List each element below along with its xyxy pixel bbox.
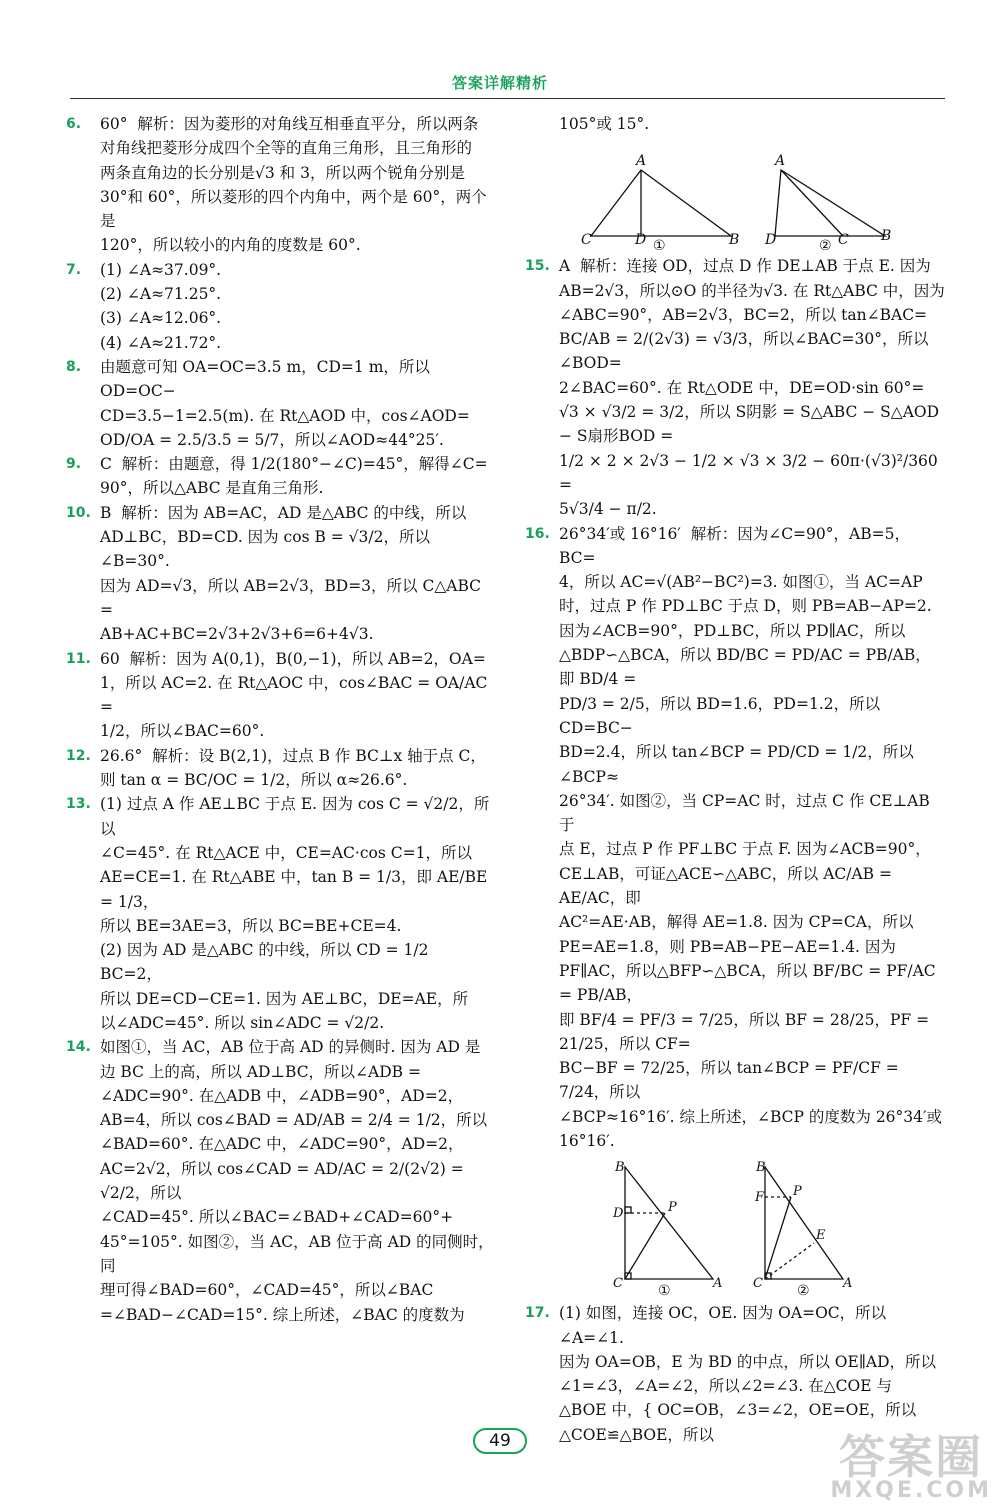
fig14-label: C — [581, 232, 592, 249]
fig16-label: A — [843, 1276, 853, 1292]
solution-line: 1，所以 AC=2. 在 Rt△AOC 中，cos∠BAC = OA/AC = — [100, 673, 493, 717]
problem-9 — [66, 452, 494, 501]
solution-line: AE=CE=1. 在 Rt△ABE 中，tan B = 1/3，即 AE/BE = 1/3， — [100, 868, 493, 911]
problem-number: 6. — [66, 116, 82, 132]
figure-14 — [525, 140, 945, 250]
solution-line: (3) ∠A≈12.06°. — [100, 309, 222, 328]
solution-line: 26°34′或 16°16′ 解析：因为∠C=90°，AB=5，BC= — [559, 524, 910, 567]
solution-line: AD⊥BC，BD=CD. 因为 cos B = √3/2，所以∠B=30°. — [100, 528, 431, 571]
problem-number: 12. — [66, 747, 91, 764]
solution-line: 因为 OA=OB，E 为 BD 的中点，所以 OE∥AD，所以 — [559, 1352, 937, 1371]
solution-line: 60 解析：因为 A(0,1)，B(0,−1)，所以 AB=2，OA= — [100, 649, 486, 668]
problem-number: 7. — [66, 261, 82, 278]
solution-line: AC²=AE·AB，解得 AE=1.8. 因为 CP=CA，所以 — [559, 913, 914, 932]
solution-line: 16°16′. — [559, 1131, 615, 1150]
solution-line: 60° 解析：因为菱形的对角线互相垂直平分，所以两条 — [100, 115, 479, 133]
solution-line: 所以 BE=3AE=3，所以 BC=BE+CE=4. — [100, 916, 402, 935]
problem-12 — [66, 744, 494, 793]
solution-line: ∠ABC=90°，AB=2√3，BC=2，所以 tan∠BAC= — [559, 305, 928, 324]
page-number: 49 — [473, 1428, 527, 1454]
solution-line: △BDP∽△BCA，所以 BD/BC = PD/AC = PB/AB，即 BD/4 = — [559, 646, 931, 689]
solution-line: PD/3 = 2/5，所以 BD=1.6，PD=1.2，所以 CD=BC− — [559, 694, 886, 737]
solution-line: 因为 AD=√3，所以 AB=2√3，BD=3，所以 C△ABC = — [100, 576, 486, 619]
problem-number: 15. — [525, 258, 550, 275]
solution-line: CD=3.5−1=2.5(m). 在 Rt△AOD 中，cos∠AOD= — [100, 406, 470, 425]
solution-line: 以∠ADC=45°. 所以 sin∠ADC = √2/2. — [100, 1013, 385, 1032]
solution-line: 所以 DE=CD−CE=1. 因为 AE⊥BC，DE=AE，所 — [100, 989, 469, 1008]
fig16-label: C — [613, 1276, 623, 1292]
solution-line: 120°，所以较小的内角的度数是 60°. — [100, 236, 361, 255]
solution-line: 如图①，当 AC，AB 位于高 AD 的异侧时. 因为 AD 是 — [100, 1038, 481, 1057]
fig16-label: P — [668, 1200, 677, 1216]
solution-line: 对角线把菱形分成四个全等的直角三角形，且三角形的 — [100, 139, 473, 158]
fig14-caption: ① — [653, 238, 666, 251]
problem-13 — [66, 792, 494, 1035]
solution-line: (1) 如图，连接 OC，OE. 因为 OA=OC，所以∠A=∠1. — [559, 1304, 887, 1347]
solution-line: ∠CAD=45°. 所以∠BAC=∠BAD+∠CAD=60°+ — [100, 1208, 454, 1227]
solution-line: ∠ADC=90°. 在△ADB 中，∠ADB=90°，AD=2， — [100, 1086, 464, 1105]
fig16-label: B — [615, 1160, 625, 1176]
problem-number: 8. — [66, 358, 82, 375]
solution-line: √3 × √3/2 = 3/2，所以 S阴影 = S△ABC − S△AOD − S扇形BOD = — [559, 403, 944, 446]
problem-number: 16. — [525, 525, 550, 542]
fig16-label: A — [713, 1276, 723, 1292]
watermark-line1: 答案圈 — [839, 1430, 984, 1484]
right-column — [525, 112, 945, 1447]
solution-line: 边 BC 上的高，所以 AD⊥BC，所以∠ADB = — [100, 1062, 421, 1081]
fig14-label: D — [765, 232, 777, 249]
fig16-label: F — [755, 1190, 765, 1206]
problem-number: 11. — [66, 650, 91, 667]
problem-number: 13. — [66, 796, 91, 813]
fig16-label: E — [816, 1228, 826, 1244]
solution-line: CE⊥AB，可证△ACE∽△ABC，所以 AC/AB = AE/AC，即 — [559, 864, 897, 908]
fig16-label: B — [756, 1160, 766, 1176]
solution-line: 点 E，过点 P 作 PF⊥BC 于点 F. 因为∠ACB=90°， — [559, 840, 931, 859]
solution-line: (2) 因为 AD 是△ABC 的中线，所以 CD = 1/2 BC=2， — [100, 941, 434, 984]
watermark — [830, 1430, 992, 1503]
solution-line: C 解析：由题意，得 1/2(180°−∠C)=45°，解得∠C= — [100, 455, 488, 474]
figure-16 — [525, 1157, 945, 1297]
solution-line: BD=2.4，所以 tan∠BCP = PD/CD = 1/2，所以∠BCP≈ — [559, 743, 914, 786]
solution-line: AB=4，所以 cos∠BAD = AD/AB = 2/4 = 1/2，所以 — [100, 1111, 488, 1130]
solution-line: 时，过点 P 作 PD⊥BC 于点 D，则 PB=AB−AP=2. — [559, 597, 932, 616]
watermark-line2: MXQE.COM — [830, 1478, 992, 1503]
problem-17 — [525, 1301, 945, 1447]
solution-line: 45°=105°. 如图②，当 AC，AB 位于高 AD 的同侧时，同 — [100, 1232, 494, 1275]
page-header: 答案详解精析 — [451, 74, 548, 92]
solution-line: ∠C=45°. 在 Rt△ACE 中，CE=AC·cos C=1，所以 — [100, 843, 472, 862]
solution-line: PF∥AC，所以△BFP∽△BCA，所以 BF/BC = PF/AC = PB/AB， — [559, 961, 941, 1005]
solution-line: =∠BAD−∠CAD=15°. 综上所述，∠BAC 的度数为 — [100, 1305, 465, 1324]
solution-line: 由题意可知 OA=OC=3.5 m，CD=1 m，所以 OD=OC− — [100, 357, 435, 401]
fig14-label: B — [729, 232, 740, 249]
problem-number: 17. — [525, 1305, 550, 1322]
problem-6 — [66, 112, 494, 258]
solution-line: BC−BF = 72/25，所以 tan∠BCP = PF/CF = 7/24，所以 — [559, 1059, 904, 1102]
solution-line: 因为∠ACB=90°，PD⊥BC，所以 PD∥AC，所以 — [559, 621, 906, 640]
problem-14 — [66, 1035, 494, 1327]
solution-line: 两条直角边的长分别是√3 和 3，所以两个锐角分别是 — [100, 163, 465, 182]
fig16-label: P — [793, 1184, 802, 1200]
problem-number: 9. — [66, 456, 82, 473]
solution-line: 30°和 60°，所以菱形的四个内角中，两个是 60°，两个是 — [100, 187, 487, 231]
solution-line: 26.6° 解析：设 B(2,1)，过点 B 作 BC⊥x 轴于点 C， — [100, 746, 486, 765]
fig14-label: A — [636, 153, 647, 170]
solution-line: A 解析：连接 OD，过点 D 作 DE⊥AB 于点 E. 因为 — [559, 257, 931, 276]
solution-line: PE=AE=1.8，则 PB=AB−PE−AE=1.4. 因为 — [559, 937, 896, 956]
solution-line: ∠BAD=60°. 在△ADC 中，∠ADC=90°，AD=2， — [100, 1135, 464, 1154]
fig16-label: C — [753, 1276, 763, 1292]
solution-line: (1) 过点 A 作 AE⊥BC 于点 E. 因为 cos C = √2/2，所以 — [100, 795, 490, 838]
solution-line: AB=2√3，所以⊙O 的半径为√3. 在 Rt△ABC 中，因为 — [559, 281, 945, 300]
solution-line: ∠BCP≈16°16′. 综上所述，∠BCP 的度数为 26°34′或 — [559, 1107, 943, 1126]
header-rule — [70, 98, 945, 99]
problem-number: 14. — [66, 1039, 91, 1056]
problem-11 — [66, 647, 494, 744]
solution-line: 2∠BAC=60°. 在 Rt△ODE 中，DE=OD·sin 60°= — [559, 378, 925, 397]
problem-10 — [66, 501, 494, 647]
solution-line: 1/2，所以∠BAC=60°. — [100, 722, 265, 741]
solution-line: 则 tan α = BC/OC = 1/2，所以 α≈26.6°. — [100, 771, 408, 790]
solution-line: B 解析：因为 AB=AC，AD 是△ABC 的中线，所以 — [100, 503, 467, 522]
problem-8 — [66, 355, 494, 452]
fig16-label: D — [613, 1206, 624, 1222]
solution-line: 1/2 × 2 × 2√3 − 1/2 × √3 × 3/2 − 60π·(√3)²/360 = — [559, 451, 943, 494]
fig16-caption: ② — [797, 1283, 810, 1298]
fig16-caption: ① — [658, 1283, 671, 1298]
solution-line: △BOE 中，{ OC=OB，∠3=∠2，OE=OE，所以△COE≌△BOE，所以 — [559, 1401, 917, 1444]
fig14-label: B — [881, 228, 892, 245]
solution-line: AC=2√2，所以 cos∠CAD = AD/AC = 2/(2√2) = √2/2，所以 — [100, 1159, 469, 1203]
solution-line: 理可得∠BAD=60°，∠CAD=45°，所以∠BAC — [100, 1281, 434, 1300]
solution-line: ∠1=∠3，∠A=∠2，所以∠2=∠3. 在△COE 与 — [559, 1377, 892, 1396]
solution-line: (2) ∠A≈71.25°. — [100, 285, 222, 304]
solution-line: 5√3/4 − π/2. — [559, 500, 657, 519]
fig14-label: A — [775, 153, 786, 170]
solution-line: 即 BF/4 = PF/3 = 7/25，所以 BF = 28/25，PF = 21/25，所以 CF= — [559, 1010, 935, 1053]
solution-line: 26°34′. 如图②，当 CP=AC 时，过点 C 作 CE⊥AB 于 — [559, 791, 935, 835]
left-column — [66, 112, 494, 1327]
solution-line: AB+AC+BC=2√3+2√3+6=6+4√3. — [100, 625, 374, 644]
problem-number: 10. — [66, 504, 91, 521]
solution-line: (4) ∠A≈21.72°. — [100, 333, 222, 352]
problem-16 — [525, 522, 945, 1154]
problem-15 — [525, 254, 945, 521]
solution-line: 4，所以 AC=√(AB²−BC²)=3. 如图①，当 AC=AP — [559, 573, 923, 592]
solution-line: 90°，所以△ABC 是直角三角形. — [100, 479, 324, 498]
fig14-caption: ② — [819, 238, 832, 251]
solution-line: (1) ∠A≈37.09°. — [100, 260, 222, 279]
fig14-label: D — [635, 232, 647, 249]
solution-line: BC/AB = 2/(2√3) = √3/3，所以∠BAC=30°，所以∠BOD= — [559, 330, 929, 373]
continuation-text: 105°或 15°. — [559, 115, 650, 133]
fig14-label: C — [838, 232, 849, 249]
problem-7 — [66, 258, 494, 355]
solution-line: OD/OA = 2.5/3.5 = 5/7，所以∠AOD≈44°25′. — [100, 430, 444, 449]
